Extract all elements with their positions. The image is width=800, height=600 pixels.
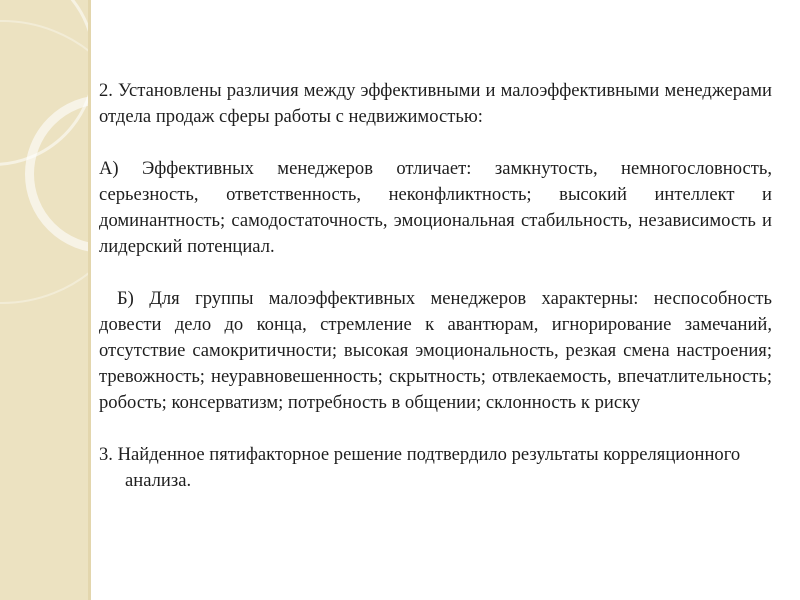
spacer — [99, 260, 772, 286]
decorative-sidebar — [0, 0, 90, 600]
finding-2-paragraph: 2. Установлены различия между эффективными и малоэффективными менеджерами отдела продаж сферы работы с недвижимостью: — [99, 80, 772, 127]
finding-3-paragraph: 3. Найденное пятифакторное решение подтвердило результаты корреляционного анализа. — [99, 444, 741, 491]
slide-content — [99, 78, 772, 494]
spacer — [99, 130, 772, 156]
ineffective-managers-paragraph: Б) Для группы малоэффективных менеджеров характерны: неспособность довести дело до конца, стремление к авантюрам, игнорирование замечаний, отсутствие самокритичности; высокая эмоциональность, резкая смена настроения; тревожность; неуравновешенность; скрытность; отвлекаемость, впечатлительность; робость; консерватизм; потребность в общении; склонность к риску — [99, 288, 772, 413]
sidebar-edge — [88, 0, 91, 600]
effective-managers-paragraph: А) Эффективных менеджеров отличает: замкнутость, немногословность, серьезность, ответственность, неконфликтность; высокий интеллект и доминантность; самодостаточность, эмоциональная стабильность, независимость и лидерский потенциал. — [99, 158, 772, 257]
spacer — [99, 416, 772, 442]
